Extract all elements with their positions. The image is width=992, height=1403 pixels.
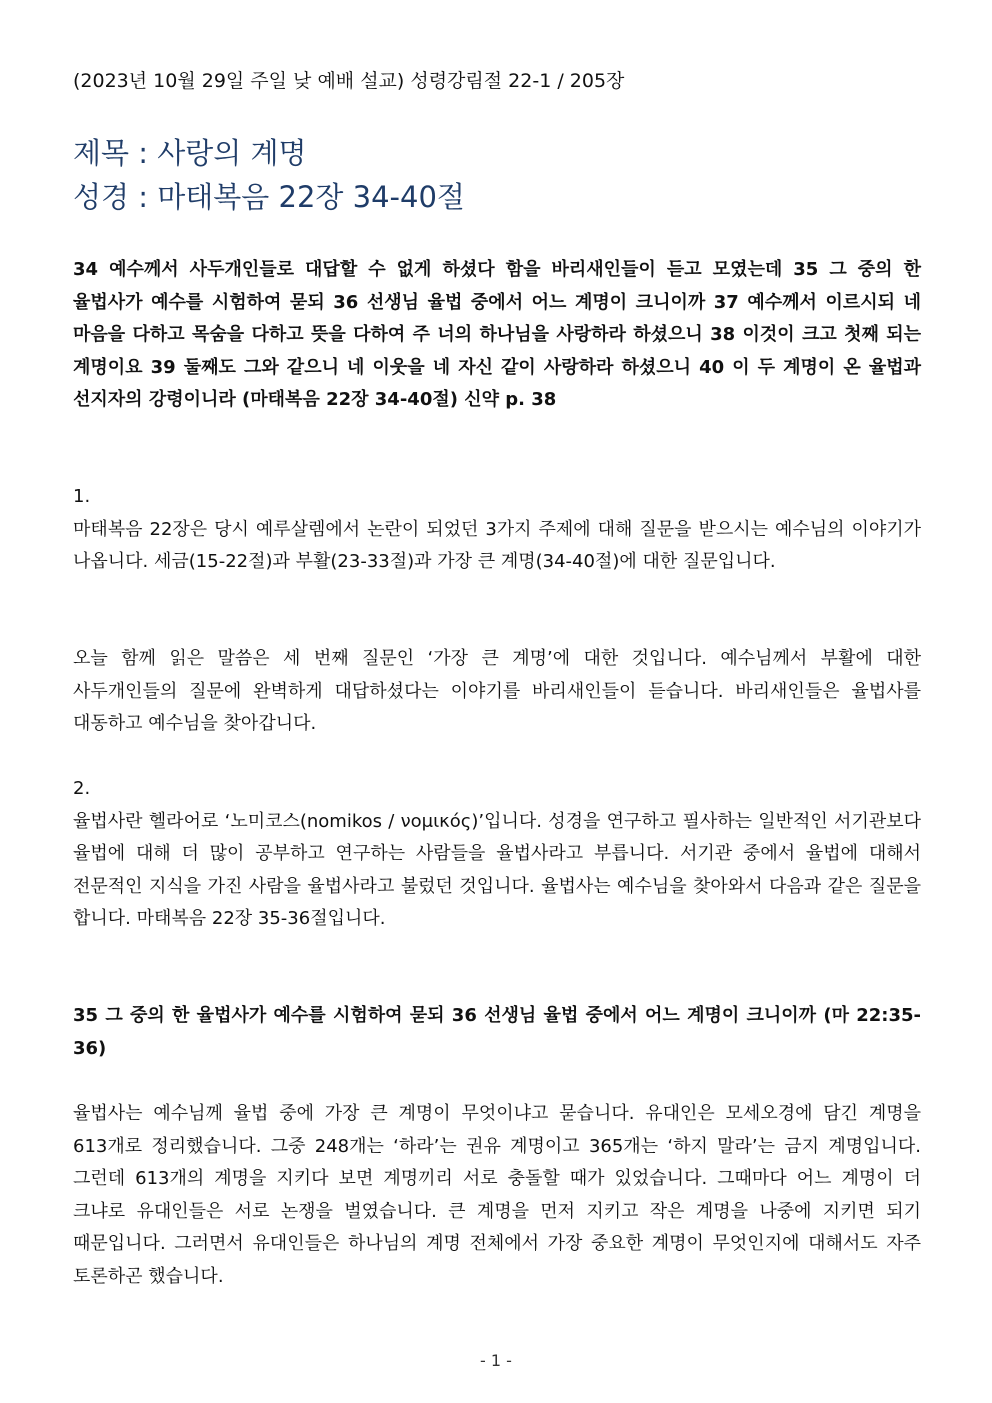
section-2-paragraph-1: 율법사란 헬라어로 ‘노미코스(nomikos / νομικός)’입니다. 성경을 연구하고 필사하는 일반적인 서기관보다 율법에 대해 더 많이 공부하고 연구하는 사람들을 율법사라고 부릅니다. 서기관 중에서 율법에 대해서 전문적인 지식을 가진 사람을 율법사라고 불렀던 것입니다. 율법사는 예수님을 찾아와서 다음과 같은 질문을 합니다. 마태복음 22장 35-36절입니다. — [73, 810, 921, 929]
closing-paragraph-block — [73, 1098, 921, 1293]
section-1-paragraph-2: 오늘 함께 읽은 말씀은 세 번째 질문인 ‘가장 큰 계명’에 대한 것입니다. 예수님께서 부활에 대한 사두개인들의 질문에 완벽하게 대답하셨다는 이야기를 바리새인들이 듣습니다. 바리새인들은 율법사를 대동하고 예수님을 찾아갑니다. — [73, 648, 921, 734]
section-1-paragraph-1: 마태복음 22장은 당시 예루살렘에서 논란이 되었던 3가지 주제에 대해 질문을 받으시는 예수님의 이야기가 나옵니다. 세금(15-22절)과 부활(23-33절)과 가장 큰 계명(34-40절)에 대한 질문입니다. — [73, 518, 921, 572]
sermon-header-info: (2023년 10월 29일 주일 낮 예배 설교) 성령강림절 22-1 / 205장 — [73, 70, 625, 92]
section-1-paragraph-2-block — [73, 643, 921, 741]
quoted-verse-text: 35 그 중의 한 율법사가 예수를 시험하여 묻되 36 선생님 율법 중에서 어느 계명이 크니이까 (마 22:35-36) — [73, 1005, 921, 1059]
section-1-number: 1. — [73, 486, 91, 507]
quoted-verse — [73, 1000, 921, 1065]
section-2 — [73, 773, 921, 936]
scripture-passage-text: 34 예수께서 사두개인들로 대답할 수 없게 하셨다 함을 바리새인들이 듣고 모였는데 35 그 중의 한 율법사가 예수를 시험하여 묻되 36 선생님 율법 중에서 어느 계명이 크니이까 37 예수께서 이르시되 네 마음을 다하고 목숨을 다하고 뜻을 다하여 주 너의 하나님을 사랑하라 하셨으니 38 이것이 크고 첫째 되는 계명이요 39 둘째도 그와 같으니 네 이웃을 네 자신 같이 사랑하라 하셨으니 40 이 두 계명이 온 율법과 선지자의 강령이니라 (마태복음 22장 34-40절) 신약 p. 38 — [73, 259, 921, 410]
closing-paragraph: 율법사는 예수님께 율법 중에 가장 큰 계명이 무엇이냐고 묻습니다. 유대인은 모세오경에 담긴 계명을 613개로 정리했습니다. 그중 248개는 ‘하라’는 권유 계명이고 365개는 ‘하지 말라’는 금지 계명입니다. 그런데 613개의 계명을 지키다 보면 계명끼리 서로 충돌할 때가 있었습니다. 그때마다 어느 계명이 더 크냐로 유대인들은 서로 논쟁을 벌였습니다. 큰 계명을 먼저 지키고 작은 계명을 나중에 지키면 되기 때문입니다. 그러면서 유대인들은 하나님의 계명 전체에서 가장 중요한 계명이 무엇인지에 대해서도 자주 토론하곤 했습니다. — [73, 1103, 921, 1287]
sermon-title: 제목 : 사랑의 계명 — [73, 136, 307, 170]
section-2-number: 2. — [73, 778, 91, 799]
page-number: - 1 - — [480, 1351, 512, 1370]
scripture-reference: 성경 : 마태복음 22장 34-40절 — [73, 180, 465, 214]
scripture-passage — [73, 254, 921, 417]
section-1 — [73, 481, 921, 579]
